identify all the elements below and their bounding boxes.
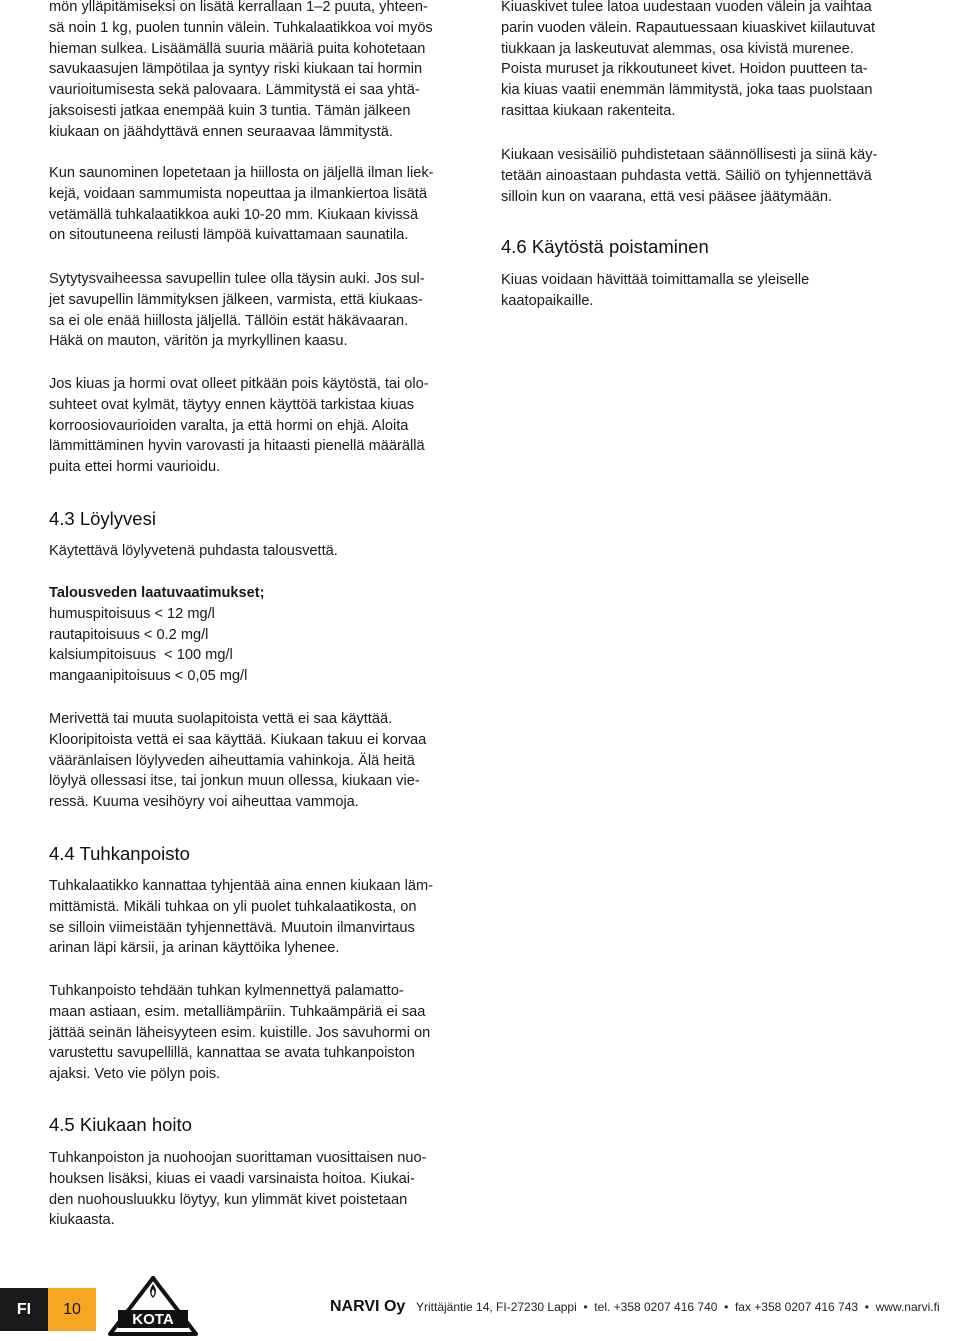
paragraph: mön ylläpitämiseksi on lisätä kerrallaan 1–2 puuta, yhteen- sä noin 1 kg, puolen tunnin välein. Tuhkalaatikkoa voi myös hieman sulkea. Lisäämällä suuria määriä puita kohotetaan savukaasujen lämpötilaa ja syntyy riski kiukaan tai hormin vaurioitumisesta sekä palovaara. Lämmitystä ei saa yhtä- jaksoisesti jatkaa enempää kuin 3 tuntia. Tämän jälkeen kiukaan on jäähdyttävä ennen seuraavaa lämmitystä. — [49, 0, 433, 140]
requirement-line: rautapitoisuus < 0.2 mg/l — [49, 626, 209, 643]
paragraph: Kiukaan vesisäiliö puhdistetaan säännöllisesti ja siinä käy- tetään ainoastaan puhdasta vettä. Säiliö on tyhjennettävä silloin kun on vaarana, että vesi pääsee jäätymään. — [501, 147, 878, 205]
section-heading-4-4: 4.4 Tuhkanpoisto — [49, 843, 190, 864]
section-heading-4-5: 4.5 Kiukaan hoito — [49, 1114, 192, 1135]
language-badge: FI — [0, 1288, 48, 1331]
paragraph: Tuhkanpoisto tehdään tuhkan kylmennettyä palamatto- maan astiaan, esim. metalliämpäriin. Tuhkaämpäriä ei saa jättää seinän läheisyyteen esim. kuistille. Jos savuhormi on varustettu savupellillä, kannattaa se avata tuhkanpoiston ajaksi. Veto vie pölyn pois. — [49, 983, 431, 1083]
section-heading-4-6: 4.6 Käytöstä poistaminen — [501, 236, 709, 257]
paragraph: Tuhkanpoiston ja nuohoojan suorittaman vuosittaisen nuo- houksen lisäksi, kiuas ei vaadi varsinaista hoitoa. Kiukai- den nuohousluukku löytyy, kun ylimmät kivet poistetaan kiukaasta. — [49, 1150, 427, 1229]
paragraph: Kiuas voidaan hävittää toimittamalla se yleiselle kaatopaikaille. — [501, 272, 810, 309]
paragraph: Jos kiuas ja hormi ovat olleet pitkään pois käytöstä, tai olo- suhteet ovat kylmät, täytyy ennen käyttöä tarkistaa kiuas korroosiovaurioiden varalta, ja että hormi on ehjä. Aloita lämmittäminen hyvin varovasti ja hitaasti pienellä määrällä puita ettei hormi vaurioidu. — [49, 376, 429, 476]
paragraph: Sytytysvaiheessa savupellin tulee olla täysin auki. Jos sul- jet savupellin lämmityksen jälkeen, varmista, että kiukaas- sa ei ole enää hiillosta jäljellä. Tällöin estät häkävaaran. Häkä on mauton, väritön ja myrkyllinen kaasu. — [49, 271, 425, 350]
requirement-line: kalsiumpitoisuus < 100 mg/l — [49, 647, 233, 664]
paragraph: Kiuaskivet tulee latoa uudestaan vuoden välein ja vaihtaa parin vuoden välein. Rapautuessaan kiuaskivet kiilautuvat tiukkaan ja laskeutuvat alemmas, osa kivistä murenee. Poista muruset ja rikkoutuneet kivet. Hoidon puutteen ta- kia kiuas vaatii enemmän lämmitystä, joka taas puolstaan rasittaa kiukaan rakenteita. — [501, 0, 875, 119]
paragraph: Tuhkalaatikko kannattaa tyhjentää aina ennen kiukaan läm- mittämistä. Mikäli tuhkaa on yli puolet tuhkalaatikosta, on se silloin viimeistään tyhjennettävä. Muutoin ilmanvirtaus arinan läpi kärsii, ja arinan käyttöika lyhenee. — [49, 878, 434, 957]
kota-logo-icon — [108, 1276, 198, 1338]
requirements-title: Talousveden laatuvaatimukset; — [49, 585, 265, 601]
paragraph: Käytettävä löylyvetenä puhdasta talousvettä. — [49, 543, 338, 559]
company-name: NARVI Oy — [330, 1298, 406, 1315]
page-footer — [0, 1284, 960, 1332]
section-heading-4-3: 4.3 Löylyvesi — [49, 508, 156, 529]
company-contact: Yrittäjäntie 14, FI-27230 Lappi • tel. +358 0207 416 740 • fax +358 0207 416 743 • www.narvi.fi — [416, 1300, 940, 1314]
logo-wordmark: KOTA — [132, 1311, 174, 1328]
paragraph: Kun saunominen lopetetaan ja hiillosta on jäljellä ilman liek- kejä, voidaan sammumista nopeuttaa ja ilmankiertoa lisätä vetämällä tuhkalaatikkoa auki 10-20 mm. Kiukaan kivissä on sitoutuneena reilusti lämpöä kuivattamaan saunatila. — [49, 165, 434, 244]
paragraph: Merivettä tai muuta suolapitoista vettä ei saa käyttää. Klooripitoista vettä ei saa käyttää. Kiukaan takuu ei korvaa vääränlaisen löylyveden aiheuttamia vahinkoja. Älä heitä löylyä ollessasi itse, tai jonkun muun ollessa, kiukaan vie- ressä. Kuuma vesihöyry voi aiheuttaa vammoja. — [49, 711, 427, 811]
requirement-line: humuspitoisuus < 12 mg/l — [49, 605, 215, 622]
water-requirements — [49, 583, 457, 687]
requirement-line: mangaanipitoisuus < 0,05 mg/l — [49, 668, 248, 685]
page-number: 10 — [48, 1288, 96, 1331]
